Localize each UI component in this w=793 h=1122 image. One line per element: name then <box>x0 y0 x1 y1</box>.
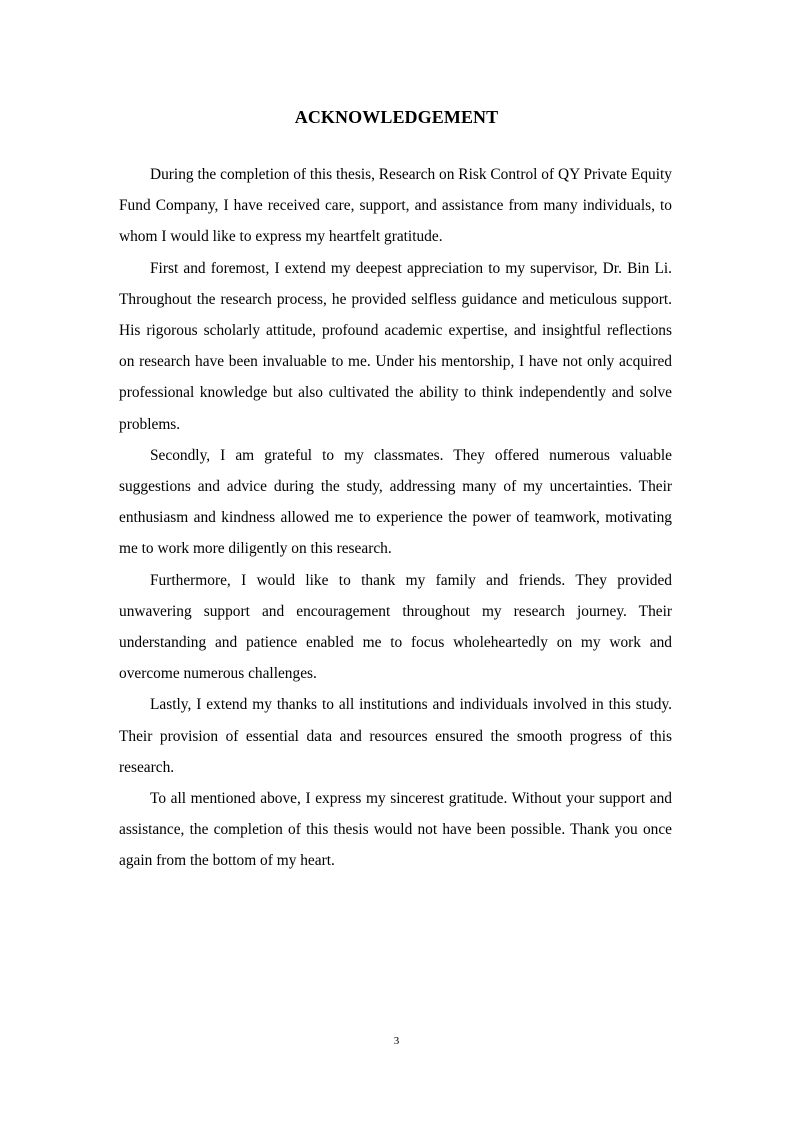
paragraph-family: Furthermore, I would like to thank my family and friends. They provided unwavering support and encouragement throughout my research journey. Their understanding and patience enabled me to focus wholeheartedly on my work and overcome numerous challenges. <box>119 571 672 683</box>
page-title: ACKNOWLEDGEMENT <box>294 107 499 127</box>
paragraph-intro: During the completion of this thesis, Research on Risk Control of QY Private Equity Fund Company, I have received care, support, and assistance from many individuals, to whom I would like to express my heartfelt gratitude. <box>119 166 672 246</box>
paragraph-institutions: Lastly, I extend my thanks to all institutions and individuals involved in this study. Their provision of essential data and resources ensured the smooth progress of this research. <box>119 696 672 776</box>
paragraph-classmates: Secondly, I am grateful to my classmates. They offered numerous valuable suggestions and advice during the study, addressing many of my uncertainties. Their enthusiasm and kindness allowed me to experience the power of teamwork, motivating me to work more diligently on this research. <box>119 446 672 558</box>
page-number: 3 <box>393 1035 400 1047</box>
acknowledgement-body <box>119 159 672 877</box>
paragraph-closing: To all mentioned above, I express my sincerest gratitude. Without your support and assistance, the completion of this thesis would not have been possible. Thank you once again from the bottom of my heart. <box>119 790 672 870</box>
paragraph-supervisor: First and foremost, I extend my deepest appreciation to my supervisor, Dr. Bin Li. Throughout the research process, he provided selfless guidance and meticulous support. His rigorous scholarly attitude, profound academic expertise, and insightful reflections on research have been invaluable to me. Under his mentorship, I have not only acquired professional knowledge but also cultivated the ability to think independently and solve problems. <box>119 259 672 433</box>
